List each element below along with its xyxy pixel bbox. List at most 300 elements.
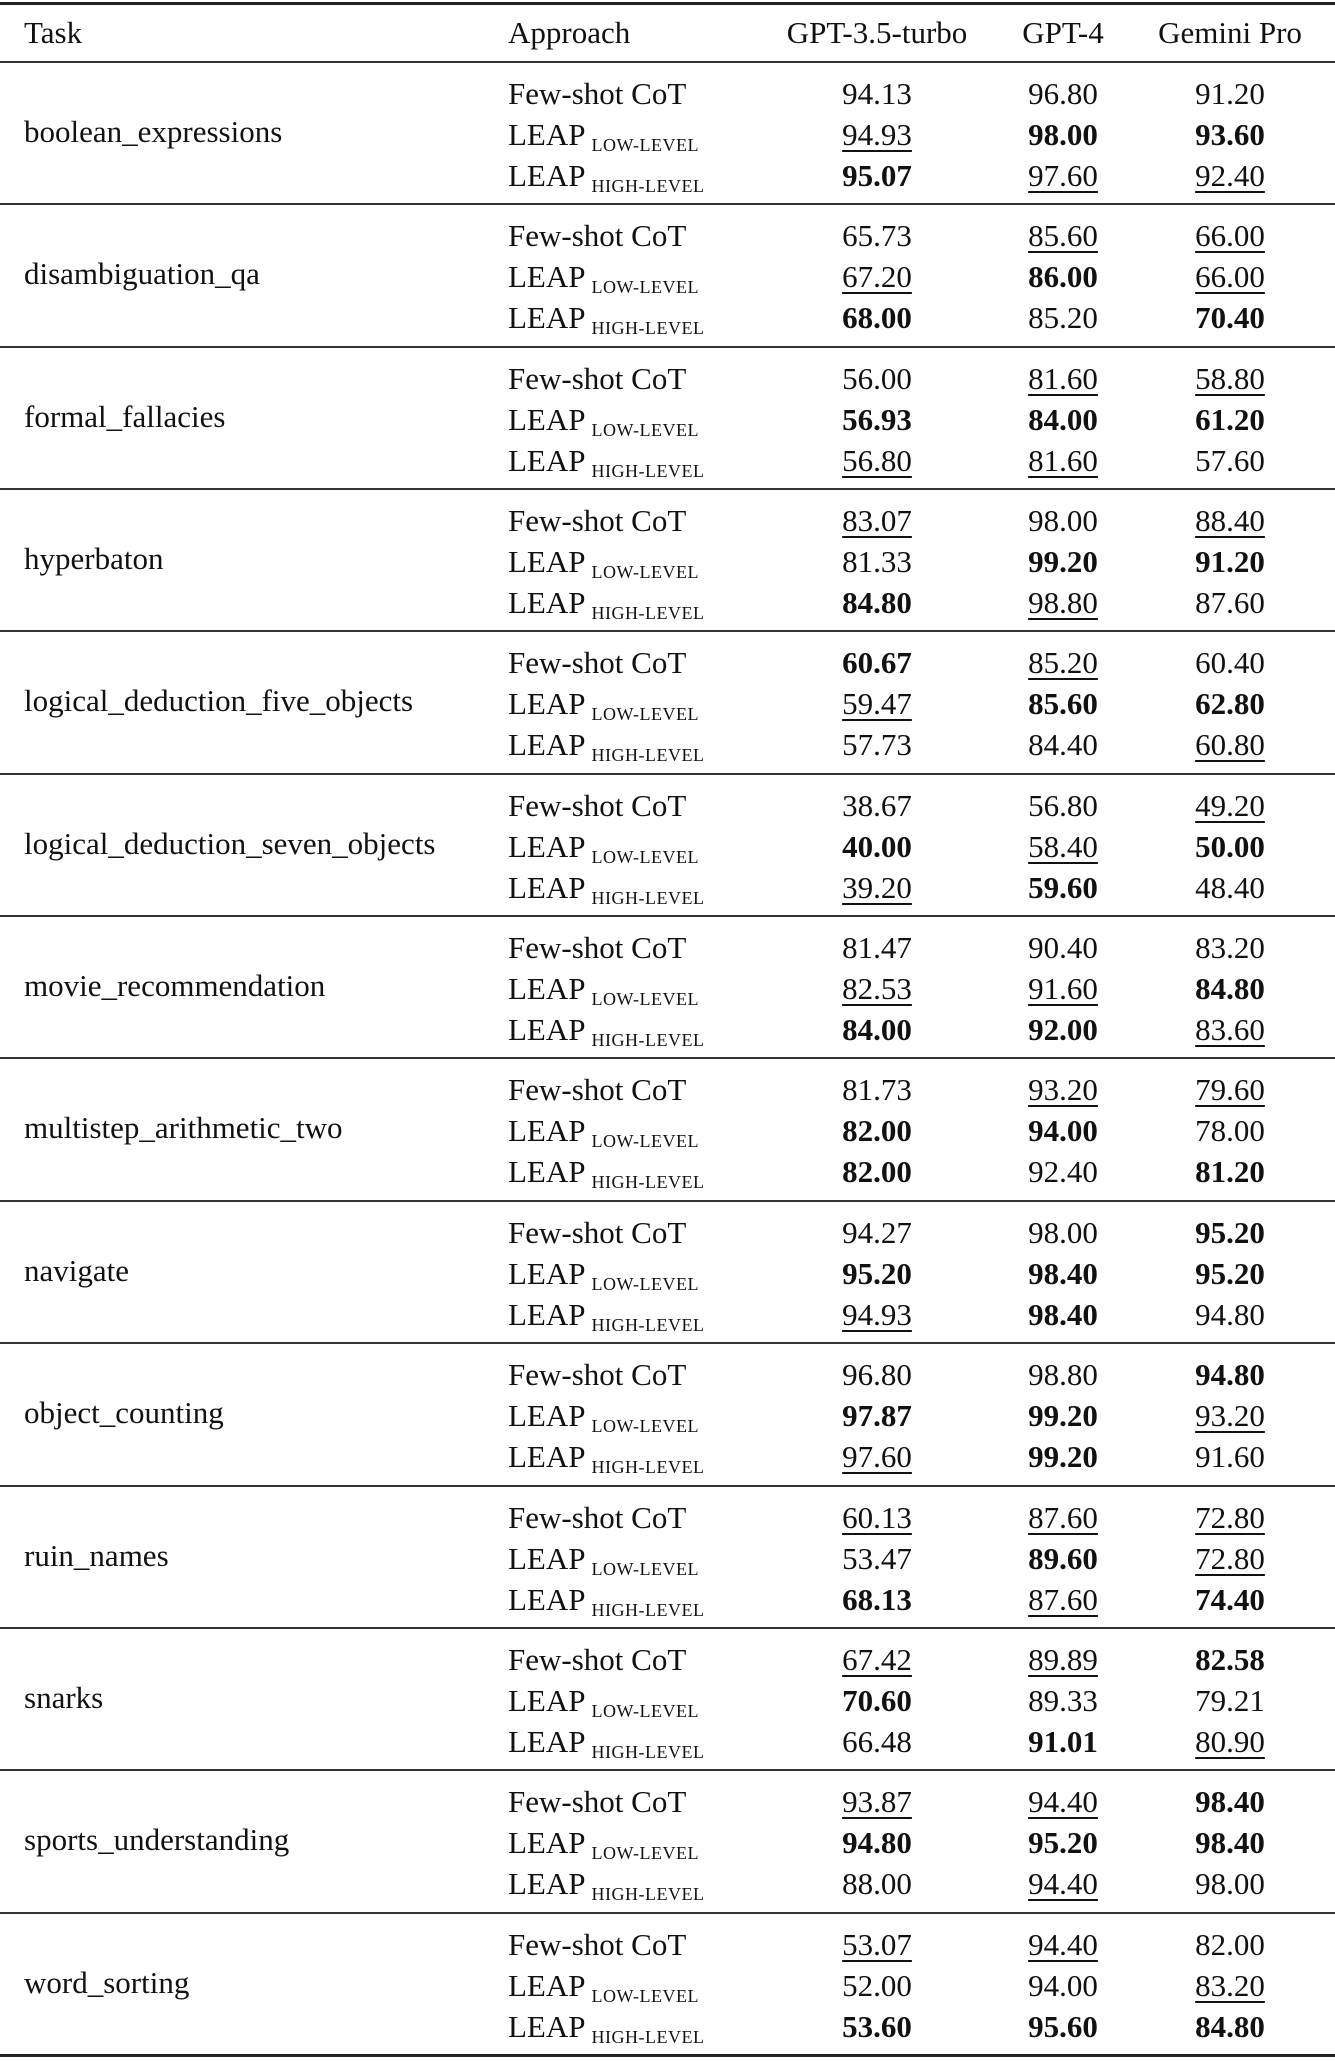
gpt35-cell: 81.33 <box>842 544 912 580</box>
gpt4-cell: 59.60 <box>1028 869 1098 905</box>
approach-name: Few-shot CoT <box>508 1072 687 1108</box>
gpt4-cell: 97.60 <box>1028 158 1098 193</box>
approach-level-subscript: LOW-LEVEL <box>591 989 699 1010</box>
approach-name: LEAP <box>508 1866 586 1902</box>
approach-name: LEAP <box>508 1682 586 1718</box>
approach-label <box>508 826 699 872</box>
table-row <box>0 114 1335 155</box>
gpt4-cell: 98.80 <box>1028 585 1098 621</box>
header-gpt35: GPT-3.5-turbo <box>786 15 968 50</box>
gpt4-cell: 91.01 <box>1028 1723 1098 1759</box>
approach-label <box>508 1863 704 1909</box>
table-row <box>0 1680 1335 1721</box>
gpt4-cell: 94.40 <box>1028 1866 1098 1902</box>
gpt4-cell: 99.20 <box>1028 1439 1098 1475</box>
approach-level-subscript: LOW-LEVEL <box>591 846 699 867</box>
task-name: sports_understanding <box>24 1822 290 1858</box>
gemini-cell: 95.20 <box>1195 1255 1265 1291</box>
approach-level-subscript: LOW-LEVEL <box>591 704 699 725</box>
approach-label <box>508 155 704 201</box>
table-row <box>0 1924 1335 1965</box>
gemini-cell: 88.40 <box>1195 503 1265 539</box>
approach-level-subscript: LOW-LEVEL <box>591 1985 699 2006</box>
approach-label <box>508 1721 704 1767</box>
task-name: hyperbaton <box>24 541 164 577</box>
approach-label <box>508 358 686 399</box>
approach-label <box>508 1212 686 1253</box>
gpt4-cell: 98.40 <box>1028 1296 1098 1332</box>
task-group <box>0 1771 1335 1913</box>
task-name: object_counting <box>24 1395 224 1431</box>
approach-name: Few-shot CoT <box>508 1214 687 1250</box>
approach-label <box>508 1436 704 1482</box>
approach-name: LEAP <box>508 1540 586 1576</box>
approach-level-subscript: HIGH-LEVEL <box>591 745 705 766</box>
approach-label <box>508 500 686 541</box>
approach-name: LEAP <box>508 1439 586 1475</box>
gemini-cell: 66.00 <box>1195 259 1265 295</box>
approach-name: LEAP <box>508 869 586 905</box>
table-row <box>0 1639 1335 1680</box>
approach-name: LEAP <box>508 117 586 152</box>
table-row <box>0 541 1335 582</box>
table-row <box>0 1354 1335 1395</box>
gpt4-cell: 85.60 <box>1028 686 1098 722</box>
gpt35-cell: 94.93 <box>842 1296 912 1332</box>
gemini-cell: 82.58 <box>1195 1641 1265 1677</box>
approach-label <box>508 1579 704 1625</box>
approach-name: LEAP <box>508 442 586 478</box>
approach-level-subscript: HIGH-LEVEL <box>591 2026 705 2047</box>
task-name: formal_fallacies <box>24 398 226 434</box>
gpt4-cell: 58.40 <box>1028 828 1098 864</box>
approach-level-subscript: LOW-LEVEL <box>591 277 699 298</box>
gemini-cell: 61.20 <box>1195 401 1265 437</box>
task-group <box>0 632 1335 774</box>
approach-level-subscript: LOW-LEVEL <box>591 1273 699 1294</box>
task-group <box>0 1629 1335 1771</box>
header-approach: Approach <box>508 15 631 50</box>
approach-level-subscript: HIGH-LEVEL <box>591 1884 705 1905</box>
table-row <box>0 1110 1335 1151</box>
gpt35-cell: 60.13 <box>842 1499 912 1535</box>
table-row <box>0 1538 1335 1579</box>
table-row <box>0 500 1335 541</box>
table-row <box>0 1151 1335 1192</box>
gemini-cell: 72.80 <box>1195 1540 1265 1576</box>
task-name: boolean_expressions <box>24 114 283 149</box>
gpt4-cell: 92.00 <box>1028 1012 1098 1048</box>
table-row <box>0 1721 1335 1762</box>
gpt4-cell: 85.20 <box>1028 300 1098 336</box>
table-row <box>0 399 1335 440</box>
table-row <box>0 867 1335 908</box>
table-row <box>0 1395 1335 1436</box>
approach-level-subscript: HIGH-LEVEL <box>591 887 705 908</box>
approach-label <box>508 1151 704 1197</box>
gemini-cell: 72.80 <box>1195 1499 1265 1535</box>
table-row <box>0 1863 1335 1904</box>
approach-label <box>508 683 699 729</box>
table-row <box>0 1822 1335 1863</box>
gemini-cell: 57.60 <box>1195 442 1265 478</box>
approach-name: Few-shot CoT <box>508 787 687 823</box>
gemini-cell: 91.20 <box>1195 76 1265 111</box>
approach-label <box>508 1781 686 1822</box>
approach-level-subscript: HIGH-LEVEL <box>591 176 705 196</box>
approach-label <box>508 927 686 968</box>
gemini-cell: 83.60 <box>1195 1012 1265 1048</box>
approach-level-subscript: HIGH-LEVEL <box>591 318 705 339</box>
gpt35-cell: 38.67 <box>842 787 912 823</box>
task-name: logical_deduction_seven_objects <box>24 825 436 861</box>
gemini-cell: 82.00 <box>1195 1926 1265 1962</box>
task-group <box>0 1344 1335 1486</box>
header-task: Task <box>24 15 83 50</box>
approach-level-subscript: HIGH-LEVEL <box>591 1030 705 1051</box>
table-row <box>0 1579 1335 1620</box>
table-row <box>0 582 1335 623</box>
gemini-cell: 91.60 <box>1195 1439 1265 1475</box>
approach-level-subscript: LOW-LEVEL <box>591 419 699 440</box>
gpt35-cell: 97.87 <box>842 1398 912 1434</box>
gemini-cell: 60.80 <box>1195 727 1265 763</box>
gpt35-cell: 84.80 <box>842 585 912 621</box>
table-row <box>0 1436 1335 1477</box>
gpt4-cell: 98.00 <box>1028 1214 1098 1250</box>
gpt35-cell: 82.53 <box>842 971 912 1007</box>
approach-name: Few-shot CoT <box>508 1641 687 1677</box>
task-name: movie_recommendation <box>24 968 326 1004</box>
approach-name: LEAP <box>508 2008 586 2044</box>
gemini-cell: 83.20 <box>1195 930 1265 966</box>
approach-label <box>508 1395 699 1441</box>
gemini-cell: 74.40 <box>1195 1581 1265 1617</box>
gpt35-cell: 94.13 <box>842 76 912 111</box>
approach-level-subscript: LOW-LEVEL <box>591 562 699 583</box>
gemini-cell: 91.20 <box>1195 544 1265 580</box>
approach-name: Few-shot CoT <box>508 1499 687 1535</box>
gpt4-cell: 93.20 <box>1028 1072 1098 1108</box>
gemini-cell: 58.80 <box>1195 360 1265 396</box>
gpt35-cell: 82.00 <box>842 1113 912 1149</box>
approach-label <box>508 1639 686 1680</box>
approach-label <box>508 114 699 160</box>
gpt35-cell: 53.47 <box>842 1540 912 1576</box>
approach-label <box>508 1294 704 1340</box>
gpt35-cell: 81.73 <box>842 1072 912 1108</box>
gpt4-cell: 98.80 <box>1028 1357 1098 1393</box>
approach-name: LEAP <box>508 585 586 621</box>
task-group <box>0 917 1335 1059</box>
approach-label <box>508 724 704 770</box>
gpt35-cell: 40.00 <box>842 828 912 864</box>
top-rule <box>0 2 1335 5</box>
gemini-cell: 60.40 <box>1195 645 1265 681</box>
table-row <box>0 215 1335 256</box>
task-name: ruin_names <box>24 1537 169 1573</box>
approach-label <box>508 215 686 256</box>
gpt35-cell: 66.48 <box>842 1723 912 1759</box>
task-name: disambiguation_qa <box>24 256 260 292</box>
gpt4-cell: 99.20 <box>1028 544 1098 580</box>
gpt4-cell: 98.00 <box>1028 503 1098 539</box>
gemini-cell: 92.40 <box>1195 158 1265 193</box>
table-row <box>0 1212 1335 1253</box>
table-row <box>0 1069 1335 1110</box>
approach-name: LEAP <box>508 1723 586 1759</box>
gpt35-cell: 56.80 <box>842 442 912 478</box>
approach-name: LEAP <box>508 259 586 295</box>
task-name: word_sorting <box>24 1964 190 2000</box>
approach-name: LEAP <box>508 1113 586 1149</box>
approach-label <box>508 1253 699 1299</box>
gemini-cell: 94.80 <box>1195 1357 1265 1393</box>
approach-level-subscript: HIGH-LEVEL <box>591 460 705 481</box>
table-row <box>0 1294 1335 1335</box>
gemini-cell: 87.60 <box>1195 585 1265 621</box>
approach-name: LEAP <box>508 1967 586 2003</box>
gemini-cell: 93.20 <box>1195 1398 1265 1434</box>
table-row <box>0 2006 1335 2047</box>
gemini-cell: 93.60 <box>1195 117 1265 152</box>
header-gpt4: GPT-4 <box>1022 15 1104 50</box>
approach-name: Few-shot CoT <box>508 930 687 966</box>
approach-name: LEAP <box>508 686 586 722</box>
gpt4-cell: 87.60 <box>1028 1581 1098 1617</box>
approach-name: Few-shot CoT <box>508 360 687 396</box>
approach-name: Few-shot CoT <box>508 218 687 254</box>
approach-name: LEAP <box>508 1255 586 1291</box>
gpt4-cell: 85.60 <box>1028 218 1098 254</box>
task-group <box>0 1202 1335 1344</box>
gpt35-cell: 57.73 <box>842 727 912 763</box>
approach-name: LEAP <box>508 1581 586 1617</box>
gpt35-cell: 59.47 <box>842 686 912 722</box>
gpt4-cell: 99.20 <box>1028 1398 1098 1434</box>
gpt35-cell: 83.07 <box>842 503 912 539</box>
approach-label <box>508 1680 699 1726</box>
gpt35-cell: 84.00 <box>842 1012 912 1048</box>
gpt35-cell: 68.13 <box>842 1581 912 1617</box>
gpt35-cell: 56.00 <box>842 360 912 396</box>
approach-label <box>508 642 686 683</box>
task-name: logical_deduction_five_objects <box>24 683 414 719</box>
gpt4-cell: 96.80 <box>1028 76 1098 111</box>
table-row <box>0 1965 1335 2006</box>
gemini-cell: 48.40 <box>1195 869 1265 905</box>
table-row <box>0 1009 1335 1050</box>
approach-level-subscript: LOW-LEVEL <box>591 1558 699 1579</box>
gpt4-cell: 94.40 <box>1028 1784 1098 1820</box>
approach-name: LEAP <box>508 1154 586 1190</box>
gpt4-cell: 85.20 <box>1028 645 1098 681</box>
gpt35-cell: 95.07 <box>842 158 912 193</box>
approach-label <box>508 1009 704 1055</box>
task-group <box>0 490 1335 632</box>
approach-name: Few-shot CoT <box>508 1926 687 1962</box>
task-group <box>0 63 1335 205</box>
approach-level-subscript: HIGH-LEVEL <box>591 1599 705 1620</box>
approach-level-subscript: HIGH-LEVEL <box>591 603 705 624</box>
approach-name: Few-shot CoT <box>508 503 687 539</box>
approach-label <box>508 399 699 445</box>
gemini-cell: 50.00 <box>1195 828 1265 864</box>
approach-level-subscript: LOW-LEVEL <box>591 1700 699 1721</box>
gpt4-cell: 98.40 <box>1028 1255 1098 1291</box>
gpt35-cell: 81.47 <box>842 930 912 966</box>
gpt35-cell: 93.87 <box>842 1784 912 1820</box>
approach-name: LEAP <box>508 1296 586 1332</box>
approach-label <box>508 440 704 486</box>
table-row <box>0 724 1335 765</box>
task-group <box>0 1487 1335 1629</box>
gpt35-cell: 52.00 <box>842 1967 912 2003</box>
gpt35-cell: 94.27 <box>842 1214 912 1250</box>
gemini-cell: 49.20 <box>1195 787 1265 823</box>
task-group <box>0 1059 1335 1201</box>
approach-name: LEAP <box>508 971 586 1007</box>
task-group <box>0 348 1335 490</box>
approach-level-subscript: LOW-LEVEL <box>591 1843 699 1864</box>
task-name: multistep_arithmetic_two <box>24 1110 343 1146</box>
table-row <box>0 826 1335 867</box>
gpt4-cell: 92.40 <box>1028 1154 1098 1190</box>
approach-name: LEAP <box>508 544 586 580</box>
gpt35-cell: 97.60 <box>842 1439 912 1475</box>
table-row <box>0 642 1335 683</box>
table-row <box>0 73 1335 114</box>
gpt4-cell: 81.60 <box>1028 442 1098 478</box>
task-name: navigate <box>24 1252 130 1288</box>
gpt35-cell: 88.00 <box>842 1866 912 1902</box>
task-group <box>0 1914 1335 2056</box>
approach-level-subscript: HIGH-LEVEL <box>591 1741 705 1762</box>
table-row <box>0 358 1335 399</box>
gpt4-cell: 89.60 <box>1028 1540 1098 1576</box>
table-row <box>0 968 1335 1009</box>
table-row <box>0 1781 1335 1822</box>
gpt4-cell: 91.60 <box>1028 971 1098 1007</box>
gpt4-cell: 86.00 <box>1028 259 1098 295</box>
header-gemini: Gemini Pro <box>1158 15 1302 50</box>
task-group <box>0 775 1335 917</box>
gemini-cell: 95.20 <box>1195 1214 1265 1250</box>
approach-label <box>508 582 704 628</box>
approach-label <box>508 1354 686 1395</box>
table-row <box>0 155 1335 196</box>
gpt4-cell: 95.20 <box>1028 1825 1098 1861</box>
gpt35-cell: 56.93 <box>842 401 912 437</box>
gpt4-cell: 89.33 <box>1028 1682 1098 1718</box>
gemini-cell: 81.20 <box>1195 1154 1265 1190</box>
approach-name: Few-shot CoT <box>508 1357 687 1393</box>
approach-label <box>508 2006 704 2052</box>
approach-name: LEAP <box>508 828 586 864</box>
table-row <box>0 683 1335 724</box>
approach-name: Few-shot CoT <box>508 1784 687 1820</box>
gpt4-cell: 90.40 <box>1028 930 1098 966</box>
approach-label <box>508 541 699 587</box>
table-row <box>0 1497 1335 1538</box>
task-name: snarks <box>24 1679 104 1715</box>
gpt35-cell: 94.80 <box>842 1825 912 1861</box>
approach-name: LEAP <box>508 727 586 763</box>
gpt4-cell: 87.60 <box>1028 1499 1098 1535</box>
gpt4-cell: 94.00 <box>1028 1967 1098 2003</box>
gpt4-cell: 98.00 <box>1028 117 1098 152</box>
table-row <box>0 256 1335 297</box>
gpt4-cell: 89.89 <box>1028 1641 1098 1677</box>
gpt35-cell: 96.80 <box>842 1357 912 1393</box>
approach-level-subscript: HIGH-LEVEL <box>591 1457 705 1478</box>
gpt35-cell: 67.20 <box>842 259 912 295</box>
table-row <box>0 440 1335 481</box>
task-group <box>0 205 1335 347</box>
approach-name: Few-shot CoT <box>508 76 687 111</box>
gemini-cell: 84.80 <box>1195 971 1265 1007</box>
approach-name: LEAP <box>508 1825 586 1861</box>
gpt35-cell: 53.60 <box>842 2008 912 2044</box>
approach-level-subscript: HIGH-LEVEL <box>591 1172 705 1193</box>
approach-name: LEAP <box>508 1398 586 1434</box>
gemini-cell: 98.00 <box>1195 1866 1265 1902</box>
approach-level-subscript: LOW-LEVEL <box>591 1131 699 1152</box>
approach-label <box>508 1497 686 1538</box>
gemini-cell: 66.00 <box>1195 218 1265 254</box>
approach-label <box>508 1069 686 1110</box>
gemini-cell: 62.80 <box>1195 686 1265 722</box>
approach-label <box>508 867 704 913</box>
gpt4-cell: 84.40 <box>1028 727 1098 763</box>
approach-label <box>508 256 699 302</box>
table-row <box>0 927 1335 968</box>
approach-level-subscript: LOW-LEVEL <box>591 1416 699 1437</box>
gemini-cell: 84.80 <box>1195 2008 1265 2044</box>
gpt4-cell: 84.00 <box>1028 401 1098 437</box>
approach-name: LEAP <box>508 401 586 437</box>
table-row <box>0 785 1335 826</box>
approach-name: Few-shot CoT <box>508 645 687 681</box>
gemini-cell: 79.21 <box>1195 1682 1265 1718</box>
gpt4-cell: 94.40 <box>1028 1926 1098 1962</box>
approach-level-subscript: LOW-LEVEL <box>591 135 699 155</box>
approach-label <box>508 785 686 826</box>
gemini-cell: 94.80 <box>1195 1296 1265 1332</box>
table-row <box>0 1253 1335 1294</box>
gpt35-cell: 60.67 <box>842 645 912 681</box>
bottom-rule <box>0 2054 1335 2057</box>
gemini-cell: 70.40 <box>1195 300 1265 336</box>
gpt35-cell: 67.42 <box>842 1641 912 1677</box>
gemini-cell: 79.60 <box>1195 1072 1265 1108</box>
approach-label <box>508 1538 699 1584</box>
approach-level-subscript: HIGH-LEVEL <box>591 1314 705 1335</box>
approach-name: LEAP <box>508 300 586 336</box>
gpt35-cell: 95.20 <box>842 1255 912 1291</box>
gpt35-cell: 53.07 <box>842 1926 912 1962</box>
gpt35-cell: 82.00 <box>842 1154 912 1190</box>
gpt35-cell: 65.73 <box>842 218 912 254</box>
gemini-cell: 80.90 <box>1195 1723 1265 1759</box>
approach-label <box>508 1965 699 2011</box>
gemini-cell: 98.40 <box>1195 1784 1265 1820</box>
gpt4-cell: 94.00 <box>1028 1113 1098 1149</box>
approach-label <box>508 1110 699 1156</box>
gpt4-cell: 95.60 <box>1028 2008 1098 2044</box>
gpt4-cell: 56.80 <box>1028 787 1098 823</box>
gpt35-cell: 68.00 <box>842 300 912 336</box>
